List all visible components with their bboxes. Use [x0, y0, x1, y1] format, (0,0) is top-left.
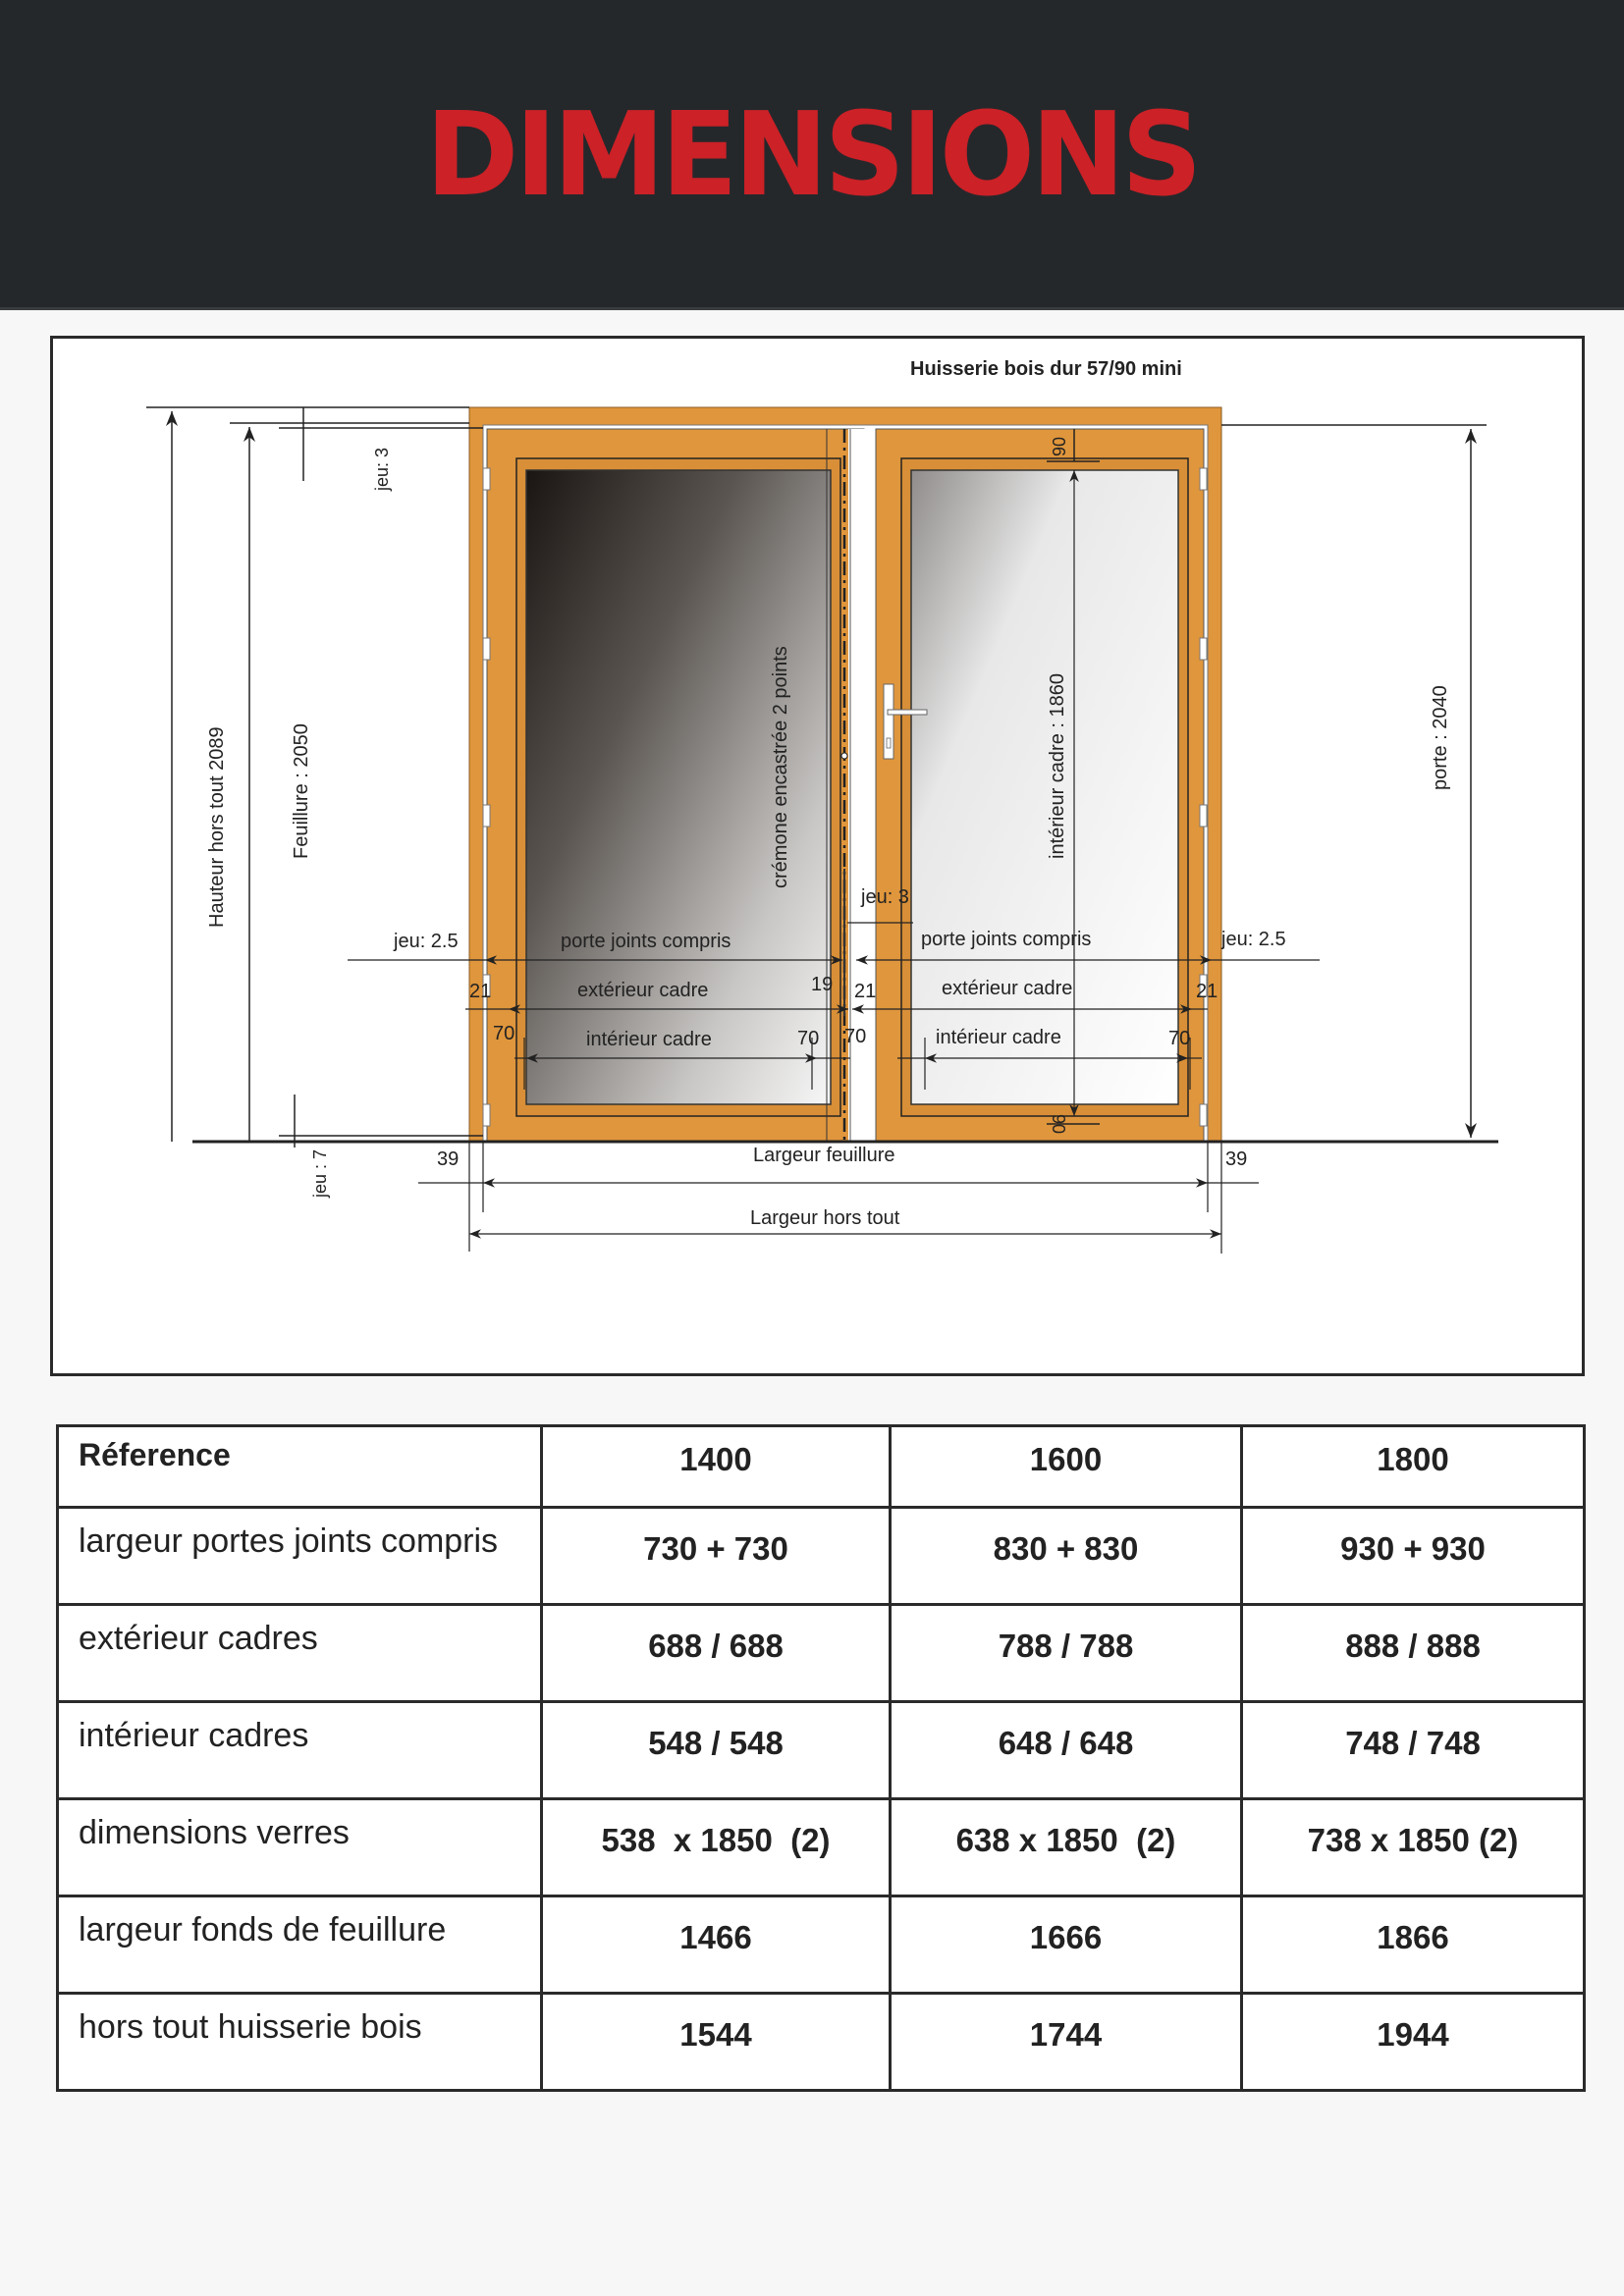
row-label: largeur fonds de feuillure	[58, 1896, 542, 1994]
row-label: dimensions verres	[58, 1799, 542, 1896]
left-dim-70-right: 70	[797, 1028, 820, 1049]
page-title: DIMENSIONS	[425, 86, 1199, 222]
right-dim-70-left: 70	[844, 1026, 867, 1047]
table-row	[58, 1896, 1585, 1994]
door-technical-drawing	[50, 336, 1585, 1376]
table-row	[58, 1799, 1585, 1896]
rail-bottom-label: 90	[1049, 1114, 1068, 1135]
row-value: 1466	[542, 1896, 891, 1994]
porte-height-label: porte : 2040	[1430, 685, 1451, 790]
left-dim-19: 19	[811, 974, 834, 995]
table-row	[58, 1605, 1585, 1702]
table-header-row	[58, 1426, 1585, 1508]
cremone-label: crémone encastrée 2 points	[770, 646, 791, 888]
dim-39-left: 39	[437, 1148, 460, 1170]
row-value: 1744	[891, 1994, 1242, 2091]
interieur-cadre-height-label: intérieur cadre : 1860	[1047, 672, 1068, 859]
row-value: 888 / 888	[1242, 1605, 1585, 1702]
table-row	[58, 1702, 1585, 1799]
row-value: 788 / 788	[891, 1605, 1242, 1702]
row-value: 548 / 548	[542, 1702, 891, 1799]
table-row	[58, 1994, 1585, 2091]
row-value: 1866	[1242, 1896, 1585, 1994]
jeu-left-label: jeu: 2.5	[394, 931, 459, 952]
header-value: 1800	[1242, 1426, 1585, 1508]
jeu-center-label: jeu: 3	[861, 886, 909, 908]
page-header	[0, 0, 1624, 310]
largeur-hors-tout-label: Largeur hors tout	[750, 1207, 900, 1229]
row-value: 538 x 1850 (2)	[542, 1799, 891, 1896]
right-dim-21-right: 21	[1196, 981, 1218, 1002]
jeu-bottom-label: jeu : 7	[310, 1148, 330, 1198]
jeu-right-label: jeu: 2.5	[1221, 929, 1286, 950]
row-value: 648 / 648	[891, 1702, 1242, 1799]
door-diagram-svg	[53, 339, 1582, 1373]
left-dim-21: 21	[469, 981, 492, 1002]
row-value: 738 x 1850 (2)	[1242, 1799, 1585, 1896]
left-interieur-label: intérieur cadre	[586, 1029, 712, 1050]
right-dim-21-left: 21	[854, 981, 877, 1002]
row-label: extérieur cadres	[58, 1605, 542, 1702]
right-exterieur-label: extérieur cadre	[942, 978, 1073, 999]
hauteur-hors-tout-label: Hauteur hors tout 2089	[206, 726, 228, 928]
row-value: 688 / 688	[542, 1605, 891, 1702]
dimensions-table	[56, 1424, 1586, 2092]
right-porte-label: porte joints compris	[921, 929, 1092, 950]
left-dim-70-left: 70	[493, 1023, 515, 1044]
header-value: 1400	[542, 1426, 891, 1508]
row-label: largeur portes joints compris	[58, 1508, 542, 1605]
jeu-top-label: jeu: 3	[372, 447, 392, 491]
frame-label: Huisserie bois dur 57/90 mini	[910, 358, 1182, 380]
row-value: 1544	[542, 1994, 891, 2091]
dimensions-table-wrapper	[56, 1424, 1586, 2092]
feuillure-label: Feuillure : 2050	[291, 723, 312, 859]
largeur-feuillure-label: Largeur feuillure	[753, 1145, 895, 1166]
row-value: 930 + 930	[1242, 1508, 1585, 1605]
row-value: 748 / 748	[1242, 1702, 1585, 1799]
right-interieur-label: intérieur cadre	[936, 1027, 1061, 1048]
table-row	[58, 1508, 1585, 1605]
dim-39-right: 39	[1225, 1148, 1248, 1170]
header-value: 1600	[891, 1426, 1242, 1508]
row-value: 638 x 1850 (2)	[891, 1799, 1242, 1896]
row-label: intérieur cadres	[58, 1702, 542, 1799]
row-value: 830 + 830	[891, 1508, 1242, 1605]
left-exterieur-label: extérieur cadre	[577, 980, 709, 1001]
row-value: 730 + 730	[542, 1508, 891, 1605]
row-value: 1944	[1242, 1994, 1585, 2091]
header-label: Réference	[58, 1426, 542, 1508]
rail-top-label: 90	[1050, 436, 1069, 456]
row-label: hors tout huisserie bois	[58, 1994, 542, 2091]
left-porte-label: porte joints compris	[561, 931, 731, 952]
row-value: 1666	[891, 1896, 1242, 1994]
right-dim-70-right: 70	[1168, 1028, 1191, 1049]
